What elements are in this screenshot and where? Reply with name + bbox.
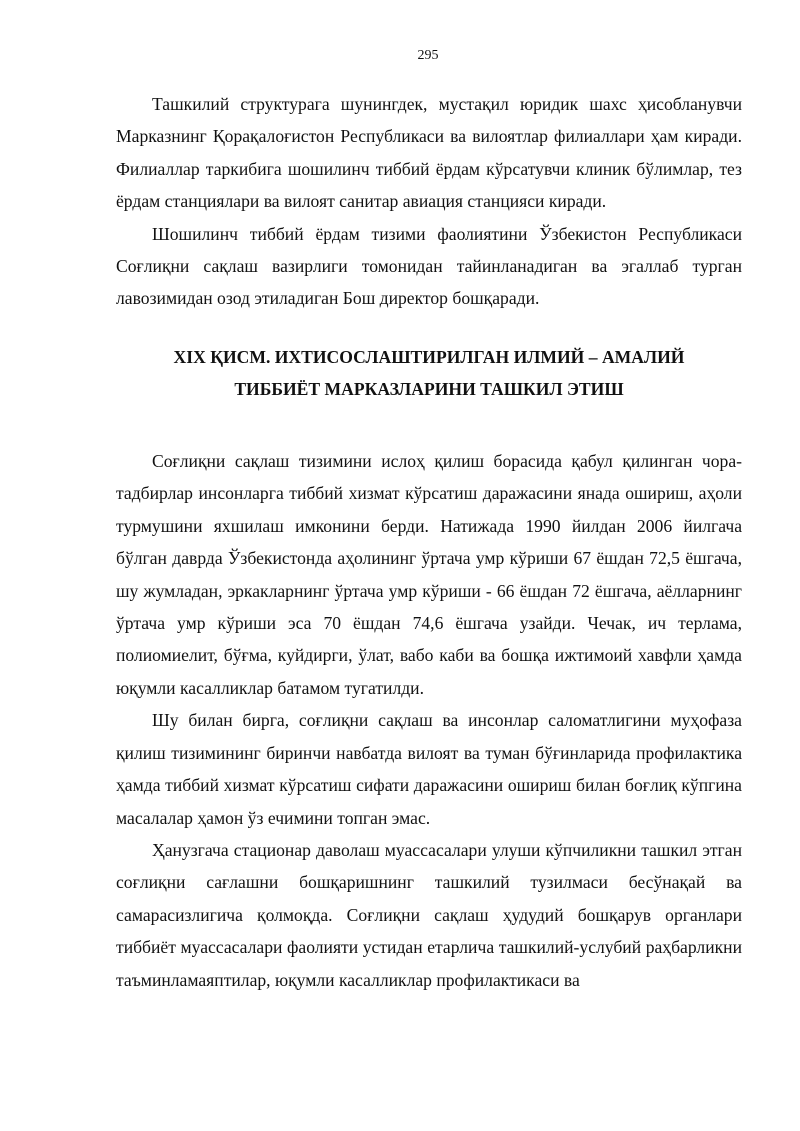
page-number: 295 [417,48,439,63]
section-heading-line-1: XIX ҚИСМ. ИХТИСОСЛАШТИРИЛГАН ИЛМИЙ – АМАЛИЙ [173,346,685,367]
section-heading-line-2: ТИББИЁТ МАРКАЗЛАРИНИ ТАШКИЛ ЭТИШ [234,379,624,400]
paragraph-branches: Ташкилий структурага шунингдек, мустақил юридик шахс ҳисобланувчи Марказнинг Қорақалоғистон Республикаси ва вилоятлар филиаллари ҳам киради. Филиаллар таркибига шошилинч тиббий ёрдам кўрсатувчи клиник бўлимлар, тез ёрдам станциялари ва вилоят санитар авиация станцияси киради. [116,94,742,212]
document-body [116,88,742,996]
paragraph-management: Ҳанузгача стационар даволаш муассасалари улуши кўпчиликни ташкил этган соғлиқни сағлашни бошқаришнинг ташкилий тузилмаси бесўнақай ва самарасизлигича қолмоқда. Соғлиқни сақлаш ҳудудий бошқарув органлари тиббиёт муассасалари фаолияти устидан етарлича ташкилий-услубий раҳбарликни таъминламаяптилар, юқумли касалликлар профилактикаси ва [116,839,742,990]
paragraph-director: Шошилинч тиббий ёрдам тизими фаолиятини Ўзбекистон Республикаси Соғлиқни сақлаш вазирлиги томонидан тайинланадиган ва эгаллаб турган лавозимидан озод этиладиган Бош директор бошқаради. [116,223,742,309]
paragraph-reforms: Соғлиқни сақлаш тизимини ислоҳ қилиш борасида қабул қилинган чора-тадбирлар инсонларга тиббий хизмат кўрсатиш даражасини янада ошириш, аҳоли турмушини яхшилаш имконини берди. Натижада 1990 йилдан 2006 йилгача бўлган даврда Ўзбекистонда аҳолининг ўртача умр кўриши 67 ёшдан 72,5 ёшгача, шу жумладан, эркакларнинг ўртача умр кўриши - 66 ёшдан 72 ёшгача, аёлларнинг ўртача умр кўриши эса 70 ёшдан 74,6 ёшгача узайди. Чечак, ич терлама, полиомиелит, бўғма, куйдирги, ўлат, вабо каби ва бошқа ижтимоий хавфли ҳамда юқумли касалликлар батамом тугатилди. [116,451,742,698]
section-heading [116,341,742,406]
paragraph-issues: Шу билан бирга, соғлиқни сақлаш ва инсонлар саломатлигини муҳофаза қилиш тизимининг биринчи навбатда вилоят ва туман бўғинларида профилактика ҳамда тиббий хизмат кўрсатиш сифати даражасини ошириш билан боғлиқ кўпгина масалалар ҳамон ўз ечимини топган эмас. [116,710,742,828]
